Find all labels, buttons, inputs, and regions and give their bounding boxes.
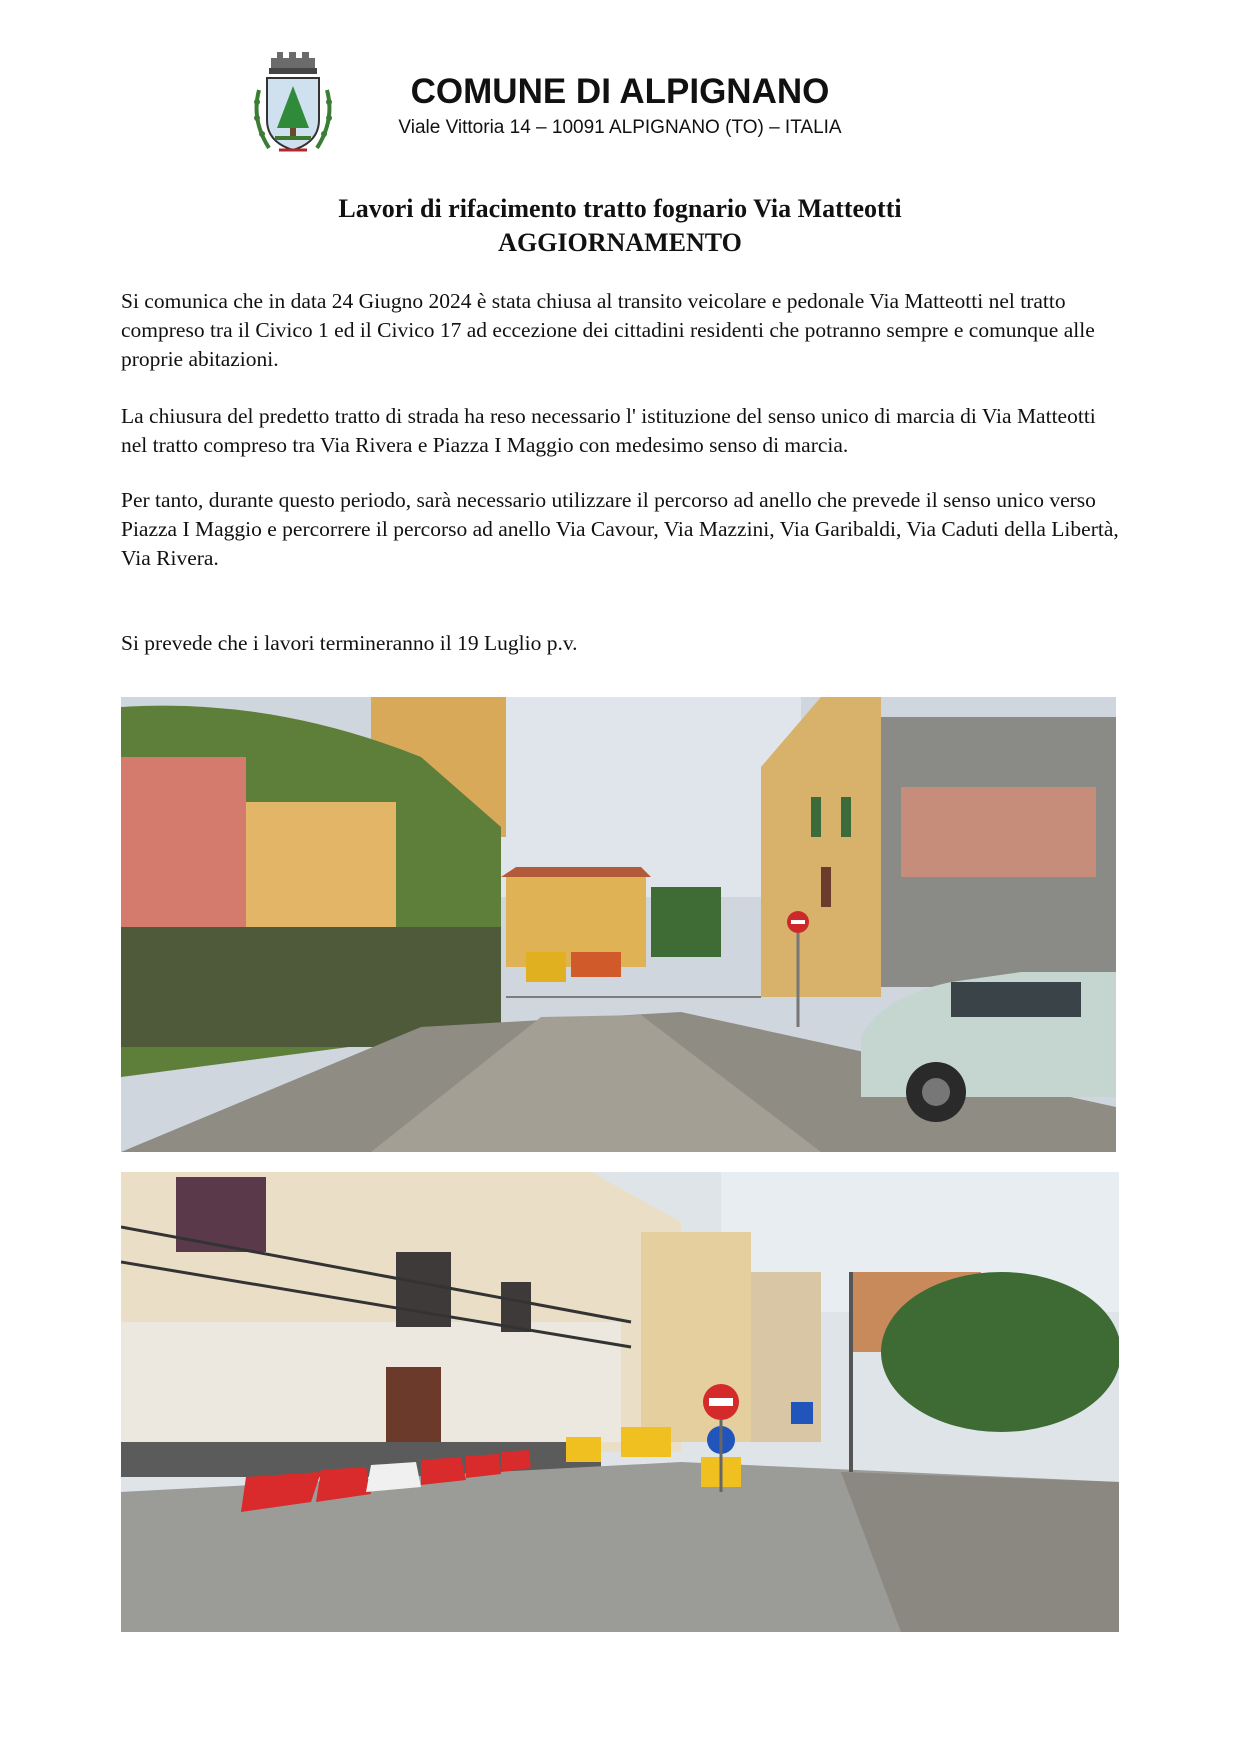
street-photo-icon [121, 697, 1116, 1152]
notice-title-line-1: Lavori di rifacimento tratto fognario Via Matteotti [338, 194, 902, 223]
street-barriers-photo-icon [121, 1172, 1119, 1632]
municipality-address: Viale Vittoria 14 – 10091 ALPIGNANO (TO) – ITALIA [398, 117, 842, 138]
municipality-name: COMUNE DI ALPIGNANO [410, 72, 830, 111]
municipal-crest-icon [249, 50, 337, 156]
notice-paragraph-one-way: La chiusura del predetto tratto di strada ha reso necessario l' istituzione del senso unico di marcia di Via Matteotti nel tratto compreso tra Via Rivera e Piazza I Maggio con medesimo senso di marcia. [121, 404, 1096, 457]
notice-paragraph-closure: Si comunica che in data 24 Giugno 2024 è stata chiusa al transito veicolare e pedonale Via Matteotti nel tratto compreso tra il Civico 1 ed il Civico 17 ad eccezione dei cittadini residenti che potranno sempre e comunque alle proprie abitazioni. [121, 289, 1095, 371]
notice-title-line-2: AGGIORNAMENTO [498, 228, 742, 257]
notice-paragraph-detour: Per tanto, durante questo periodo, sarà necessario utilizzare il percorso ad anello che prevede il senso unico verso Piazza I Maggio e percorrere il percorso ad anello Via Cavour, Via Mazzini, Via Garibaldi, Via Caduti della Libertà, Via Rivera. [121, 488, 1119, 570]
notice-paragraph-end-date: Si prevede che i lavori termineranno il 19 Luglio p.v. [121, 631, 578, 655]
notice-title [120, 192, 1120, 260]
